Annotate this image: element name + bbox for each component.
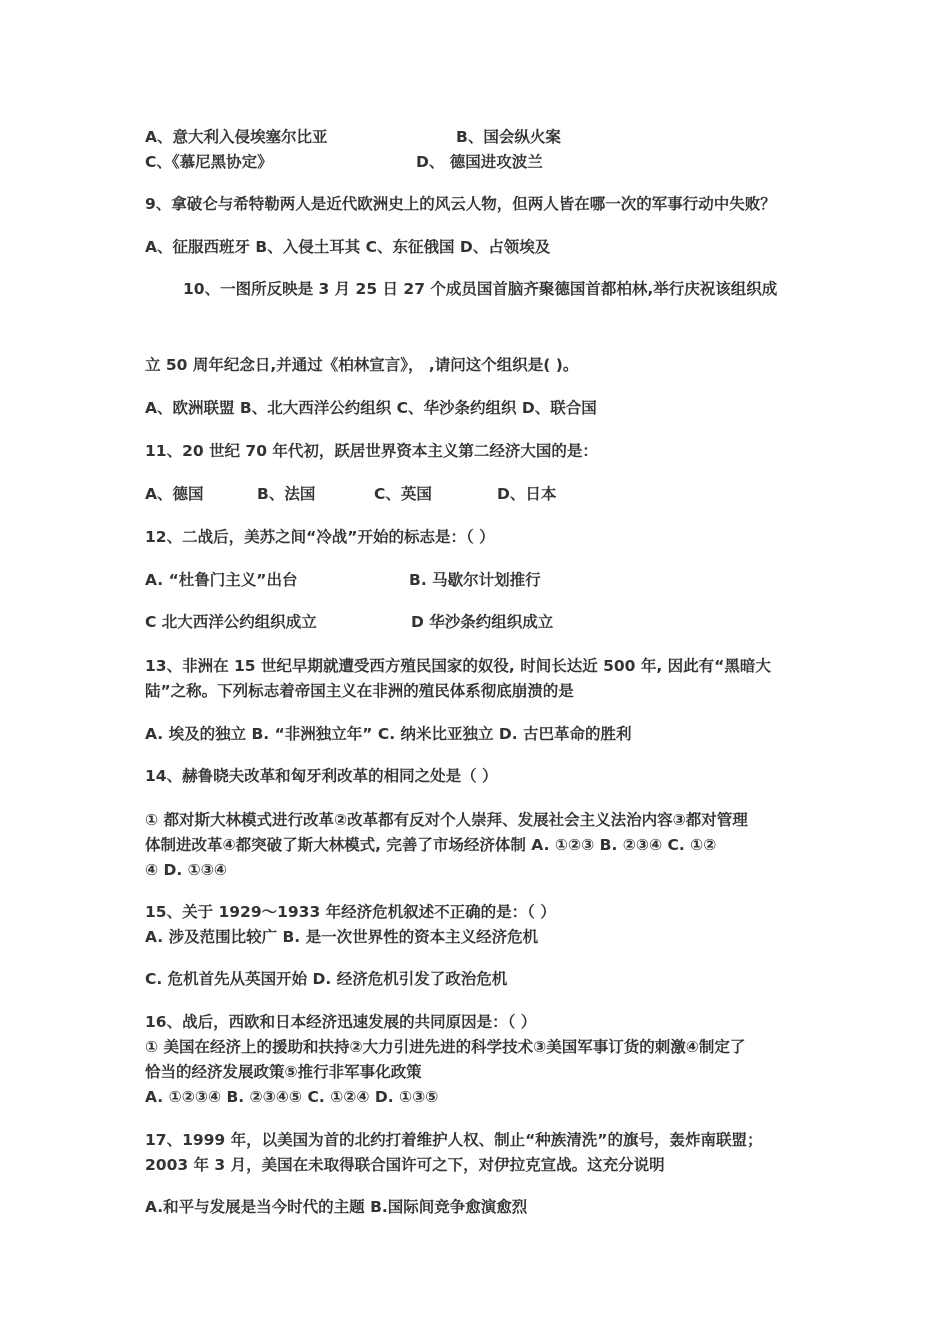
q10-options: A、欧洲联盟 B、北大西洋公约组织 C、华沙条约组织 D、联合国 xyxy=(145,399,597,417)
q10-stem-line-2: 立 50 周年纪念日,并通过《柏林宣言》， ,请问这个组织是( )。 xyxy=(145,356,579,374)
q11-option-a: A、德国 xyxy=(145,485,204,503)
q8-option-d: D、 德国进攻波兰 xyxy=(416,153,543,171)
q12-option-d: D 华沙条约组织成立 xyxy=(411,613,554,631)
q16-options: A. ①②③④ B. ②③④⑤ C. ①②④ D. ①③⑤ xyxy=(145,1088,439,1106)
q13-stem-line-2: 陆”之称。下列标志着帝国主义在非洲的殖民体系彻底崩溃的是 xyxy=(145,682,574,700)
q14-body-line-1: ① 都对斯大林模式进行改革②改革都有反对个人崇拜、发展社会主义法治内容③都对管理 xyxy=(145,811,748,829)
q13-options: A. 埃及的独立 B. “非洲独立年” C. 纳米比亚独立 D. 古巴革命的胜利 xyxy=(145,725,632,743)
q8-option-c: C、《慕尼黑协定》 xyxy=(145,153,273,171)
q12-option-a: A. “杜鲁门主义”出台 xyxy=(145,571,298,589)
q11-option-b: B、法国 xyxy=(257,485,316,503)
q17-stem-line-1: 17、1999 年，以美国为首的北约打着维护人权、制止“种族清洗”的旗号，轰炸南联盟； xyxy=(145,1131,763,1149)
q12-stem: 12、二战后，美苏之间“冷战”开始的标志是：（ ） xyxy=(145,528,495,546)
q11-stem: 11、20 世纪 70 年代初，跃居世界资本主义第二经济大国的是： xyxy=(145,442,598,460)
q15-options-line-2: C. 危机首先从英国开始 D. 经济危机引发了政治危机 xyxy=(145,970,508,988)
q14-stem: 14、赫鲁晓夫改革和匈牙利改革的相同之处是（ ） xyxy=(145,767,498,785)
q11-option-c: C、英国 xyxy=(374,485,432,503)
q13-stem-line-1: 13、非洲在 15 世纪早期就遭受西方殖民国家的奴役, 时间长达近 500 年, 因此有“黑暗大 xyxy=(145,657,771,675)
q11-option-d: D、日本 xyxy=(497,485,557,503)
q12-option-b: B. 马歇尔计划推行 xyxy=(409,571,541,589)
q14-body-line-2: 体制进改革④都突破了斯大林模式, 完善了市场经济体制 A. ①②③ B. ②③④ C. ①② xyxy=(145,836,717,854)
q17-stem-line-2: 2003 年 3 月，美国在未取得联合国许可之下，对伊拉克宣战。这充分说明 xyxy=(145,1156,665,1174)
q15-options-line-1: A. 涉及范围比较广 B. 是一次世界性的资本主义经济危机 xyxy=(145,928,539,946)
q16-body-line-2: 恰当的经济发展政策⑤推行非军事化政策 xyxy=(145,1063,422,1081)
q17-options: A.和平与发展是当今时代的主题 B.国际间竞争愈演愈烈 xyxy=(145,1198,528,1216)
q16-body-line-1: ① 美国在经济上的援助和扶持②大力引进先进的科学技术③美国军事订货的刺激④制定了 xyxy=(145,1038,746,1056)
q16-stem: 16、战后，西欧和日本经济迅速发展的共同原因是：（ ） xyxy=(145,1013,537,1031)
q8-option-a: A、意大利入侵埃塞尔比亚 xyxy=(145,128,328,146)
q14-body-line-3: ④ D. ①③④ xyxy=(145,861,228,879)
q15-stem: 15、关于 1929～1933 年经济危机叙述不正确的是：（ ） xyxy=(145,903,556,921)
q9-options: A、征服西班牙 B、入侵土耳其 C、东征俄国 D、占领埃及 xyxy=(145,238,551,256)
q9-stem: 9、拿破仑与希特勒两人是近代欧洲史上的风云人物，但两人皆在哪一次的军事行动中失败？ xyxy=(145,195,776,213)
q12-option-c: C 北大西洋公约组织成立 xyxy=(145,613,317,631)
q8-option-b: B、国会纵火案 xyxy=(456,128,561,146)
q10-stem-line-1: 10、一图所反映是 3 月 25 日 27 个成员国首脑齐聚德国首都柏林,举行庆祝该组织成 xyxy=(183,280,778,298)
